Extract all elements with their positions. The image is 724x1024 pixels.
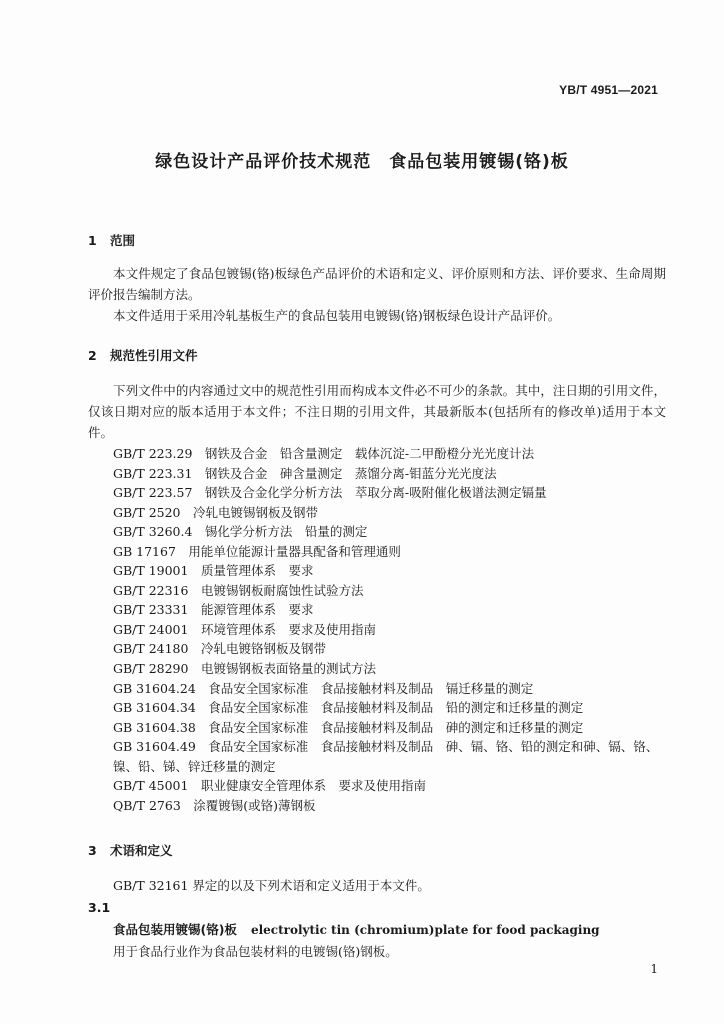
reference-item: GB/T 24180 冷轧电镀铬钢板及钢带 [113, 641, 326, 657]
reference-item: GB/T 223.29 钢铁及合金 铅含量测定 载体沉淀-二甲酚橙分光光度计法 [113, 446, 535, 461]
section-title: 范围 [110, 233, 136, 248]
section-title: 规范性引用文件 [110, 348, 198, 363]
standard-number: YB/T 4951—2021 [559, 83, 658, 97]
page-number: 1 [650, 962, 658, 976]
reference-item: GB/T 22316 电镀锡钢板耐腐蚀性试验方法 [113, 582, 364, 598]
reference-item: GB 31604.49 食品安全国家标准 食品接触材料及制品 砷、镉、铬、铅的测定和砷、镉、铬、镍、铅、锑、锌迁移量的测定 [113, 739, 659, 774]
document-title: 绿色设计产品评价技术规范 食品包装用镀锡(铬)板 [155, 152, 569, 172]
reference-item: GB/T 45001 职业健康安全管理体系 要求及使用指南 [113, 778, 426, 794]
reference-item: GB/T 19001 质量管理体系 要求 [113, 563, 314, 579]
section-number: 3 [88, 843, 97, 858]
section-title: 术语和定义 [110, 843, 173, 858]
reference-item: GB/T 223.57 钢铁及合金化学分析方法 萃取分离-吸附催化极谱法测定镉量 [113, 485, 547, 501]
scope-paragraph-1: 本文件规定了食品包镀锡(铬)板绿色产品评价的术语和定义、评价原则和方法、评价要求、生命周期评价报告编制方法。 [88, 266, 666, 302]
term-english: electrolytic tin (chromium)plate for food packaging [250, 923, 600, 937]
section-number: 1 [88, 233, 97, 248]
section-number: 2 [88, 348, 97, 363]
terms-intro-paragraph: GB/T 32161 界定的以及下列术语和定义适用于本文件。 [113, 878, 430, 893]
term-number: 3.1 [88, 900, 111, 915]
section-3-heading [88, 841, 173, 859]
reference-item: GB/T 2520 冷轧电镀锡钢板及钢带 [113, 504, 319, 520]
reference-item: GB 31604.24 食品安全国家标准 食品接触材料及制品 镉迁移量的测定 [113, 680, 534, 696]
section-2-heading [88, 346, 198, 364]
reference-item: GB/T 223.31 钢铁及合金 砷含量测定 蒸馏分离-钼蓝分光光度法 [113, 465, 497, 481]
reference-item: GB/T 24001 环境管理体系 要求及使用指南 [113, 621, 376, 637]
reference-item: GB 31604.38 食品安全国家标准 食品接触材料及制品 砷的测定和迁移量的测定 [113, 719, 584, 735]
reference-item: GB/T 28290 电镀锡钢板表面铬量的测试方法 [113, 661, 376, 677]
scope-paragraph-2: 本文件适用于采用冷轧基板生产的食品包装用电镀锡(铬)钢板绿色设计产品评价。 [113, 308, 561, 323]
term-chinese: 食品包装用镀锡(铬)板 [113, 922, 237, 937]
term-definition: 用于食品行业作为食品包装材料的电镀锡(铬)钢板。 [113, 944, 398, 959]
references-intro-paragraph: 下列文件中的内容通过文中的规范性引用而构成本文件必不可少的条款。其中，注日期的引用文件，仅该日期对应的版本适用于本文件；不注日期的引用文件，其最新版本(包括所有的修改单)适用于本文件。 [88, 383, 666, 440]
reference-item: GB 31604.34 食品安全国家标准 食品接触材料及制品 铅的测定和迁移量的测定 [113, 700, 584, 716]
term-entry [113, 920, 600, 938]
reference-item: GB/T 23331 能源管理体系 要求 [113, 602, 314, 618]
reference-item: GB 17167 用能单位能源计量器具配备和管理通则 [113, 543, 401, 559]
reference-item: GB/T 3260.4 锡化学分析方法 铅量的测定 [113, 524, 368, 540]
normative-reference-list [88, 444, 678, 815]
reference-item: QB/T 2763 涂覆镀锡(或铬)薄钢板 [113, 797, 316, 813]
section-1-heading [88, 231, 135, 249]
